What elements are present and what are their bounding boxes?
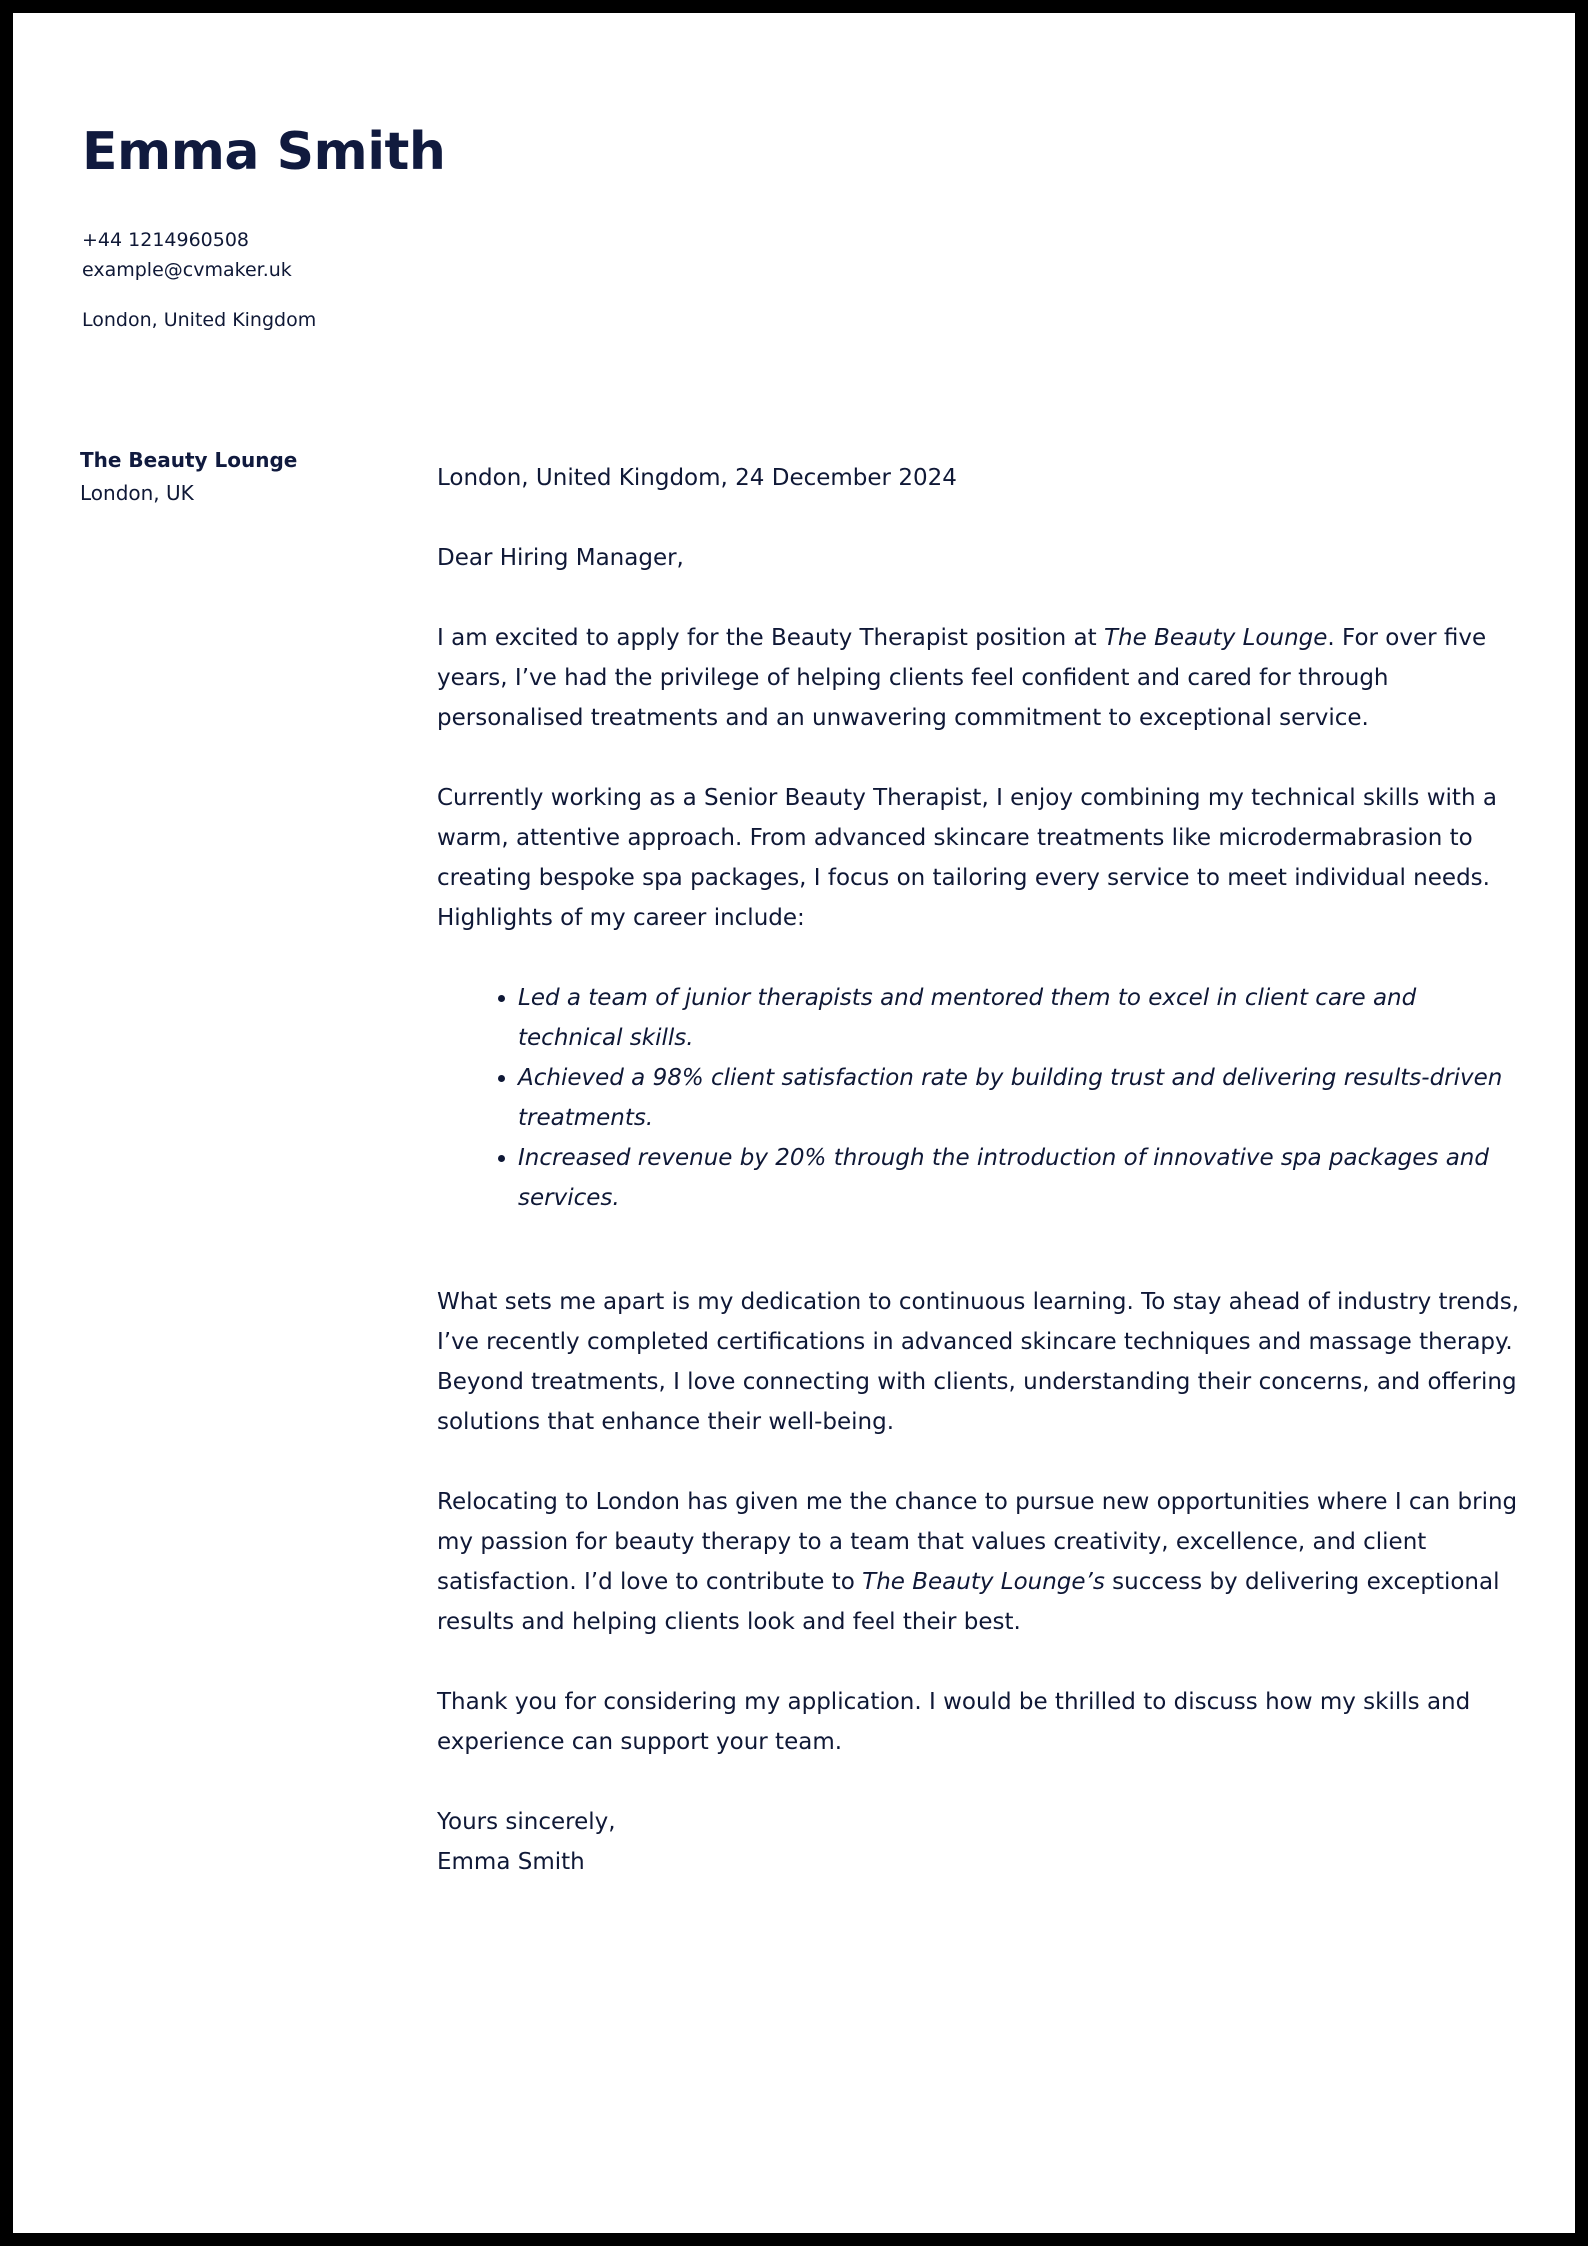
applicant-name: Emma Smith — [82, 122, 446, 182]
paragraph-learning: What sets me apart is my dedication to continuous learning. To stay ahead of industry trends, I’ve recently completed certifications in advanced skincare techniques and massage therapy. Beyond treatments, I love connecting with clients, understanding their concerns, and offering solutions that enhance their well-being. — [437, 1289, 1520, 1435]
letter-body — [437, 458, 1527, 1882]
letter-page — [13, 13, 1575, 2233]
paragraph-intro-text: . For over five years, I’ve had the privilege of helping clients feel confident and cared for through personalised treatments and an unwavering commitment to exceptional service. — [437, 625, 1487, 731]
paragraph-intro-text: I am excited to apply for the Beauty Therapist position at — [437, 625, 1104, 651]
paragraph-experience: Currently working as a Senior Beauty Therapist, I enjoy combining my technical skills with a warm, attentive approach. From advanced skincare treatments like microdermabrasion to creating bespoke spa packages, I focus on tailoring every service to meet individual needs. Highlights of my career include: — [437, 785, 1497, 931]
closing: Yours sincerely, — [437, 1809, 616, 1835]
highlights-list — [437, 978, 1527, 1218]
list-item: • Led a team of junior therapists and mentored them to excel in client care and technical skills. — [518, 978, 1527, 1058]
recipient-company: The Beauty Lounge — [80, 448, 298, 472]
recipient-block — [80, 445, 380, 511]
company-mention: The Beauty Lounge’s — [862, 1569, 1105, 1595]
phone-number: +44 1214960508 — [82, 229, 250, 251]
paragraph-thanks: Thank you for considering my application. I would be thrilled to discuss how my skills and experience can support your team. — [437, 1689, 1471, 1755]
signature: Emma Smith — [437, 1849, 585, 1875]
paragraph-intro — [437, 618, 1527, 738]
email-address: example@cvmaker.uk — [82, 259, 292, 281]
recipient-location: London, UK — [80, 481, 194, 505]
list-item: • Achieved a 98% client satisfaction rate by building trust and delivering results-driven treatments. — [518, 1058, 1527, 1138]
paragraph-relocation-text: success by delivering exceptional results and helping clients look and feel their best. — [437, 1569, 1500, 1635]
paragraph-relocation — [437, 1482, 1527, 1642]
salutation: Dear Hiring Manager, — [437, 545, 684, 571]
paragraph-relocation-text: Relocating to London has given me the chance to pursue new opportunities where I can bring my passion for beauty therapy to a team that values creativity, excellence, and client satisfaction. I’d love to contribute to — [437, 1489, 1518, 1595]
list-item: • Increased revenue by 20% through the introduction of innovative spa packages and services. — [518, 1138, 1527, 1218]
date-line: London, United Kingdom, 24 December 2024 — [437, 465, 957, 491]
company-mention: The Beauty Lounge — [1103, 625, 1328, 651]
applicant-location: London, United Kingdom — [82, 309, 317, 331]
